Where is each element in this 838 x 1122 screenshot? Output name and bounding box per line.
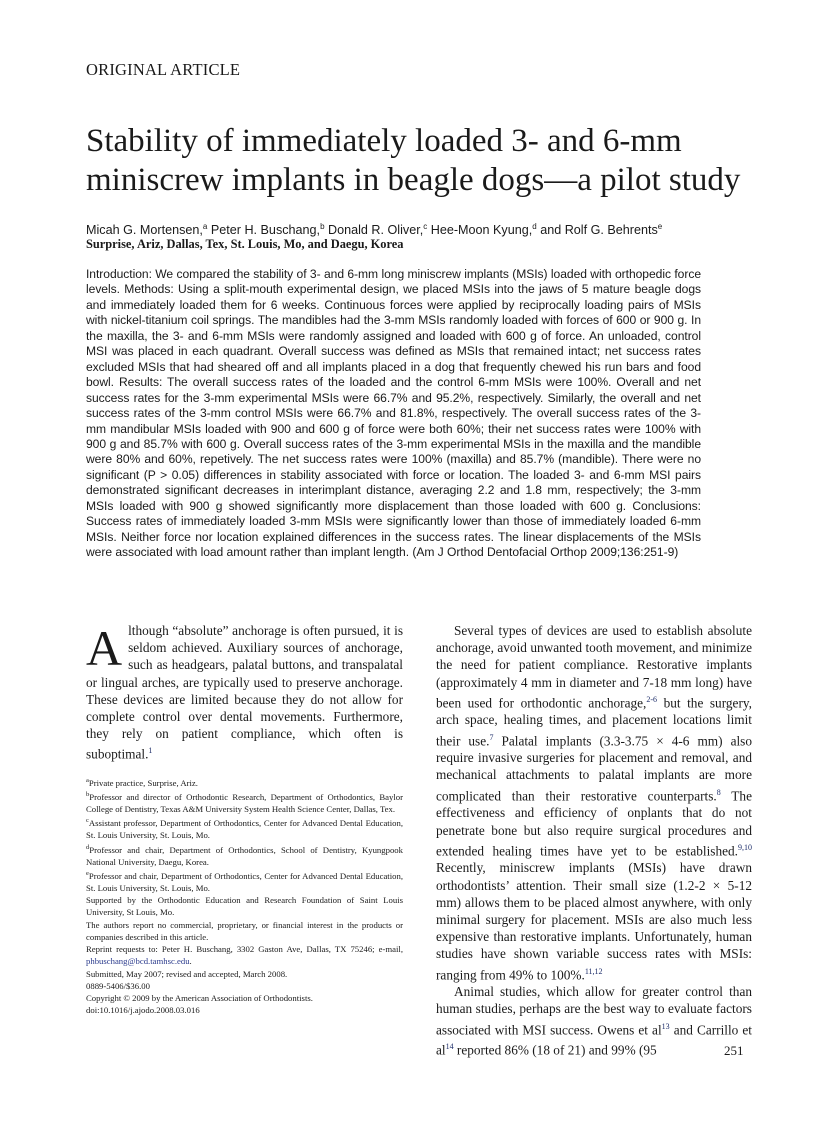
- article-title: Stability of immediately loaded 3- and 6-mm miniscrew implants in beagle dogs—a pilot study: [86, 123, 741, 198]
- author-name: Donald R. Oliver,: [328, 223, 424, 238]
- author-name: Peter H. Buschang,: [210, 223, 321, 238]
- submission-note: Submitted, May 2007; revised and accepted, March 2008.: [86, 968, 288, 979]
- footnote-mark: e: [86, 869, 89, 877]
- right-column: [436, 622, 752, 1059]
- author-list: [86, 218, 766, 239]
- body-text: Animal studies, which allow for greater control than human studies, perhaps are the best way to evaluate factors associated with MSI success. Owens et al: [436, 984, 752, 1037]
- body-paragraph: [436, 622, 752, 983]
- doi: doi:10.1016/j.ajodo.2008.03.016: [86, 1005, 200, 1016]
- body-text: Recently, miniscrew implants (MSIs) have drawn orthodontists’ attention. Their small size (1.2-2 × 5-12 mm) allows them to be placed almost anywhere, with only minimal surgery for placement. MSIs are also much less expensive than restorative implants. Unfortunately, human studies have shown variable success rates with MSIs: ranging from 49% to 100%.: [436, 860, 752, 982]
- footnote-mark: b: [86, 791, 90, 799]
- footnote-text: Private practice, Surprise, Ariz.: [88, 777, 198, 788]
- reprint-end: .: [189, 956, 192, 967]
- footnote: [86, 815, 403, 841]
- body-text: and Carrillo et al: [436, 1022, 752, 1058]
- footnotes: [86, 775, 403, 1016]
- author-locations: Surprise, Ariz, Dallas, Tex, St. Louis, Mo, and Daegu, Korea: [86, 237, 404, 251]
- footnote: [86, 868, 403, 894]
- body-text: The effectiveness and efficiency of onplants that do not penetrate bone but also require surgical procedures and extended healing times have yet to be established.: [436, 788, 752, 859]
- section-label: ORIGINAL ARTICLE: [86, 60, 241, 79]
- affiliation-mark: d: [532, 222, 537, 231]
- affiliation-mark: b: [320, 222, 325, 231]
- author-name: Micah G. Mortensen,: [86, 223, 203, 238]
- reference-link[interactable]: 1: [148, 746, 153, 756]
- reference-link[interactable]: 7: [489, 732, 494, 742]
- funding-note: Supported by the Orthodontic Education and Research Foundation of Saint Louis University, St Louis, Mo.: [86, 895, 403, 918]
- body-text: reported 86% (18 of 21) and 99% (95: [453, 1042, 657, 1058]
- footnote: [86, 775, 403, 789]
- footnote: [86, 842, 403, 868]
- author-name: Hee-Moon Kyung,: [430, 223, 533, 238]
- reference-link[interactable]: 13: [661, 1021, 670, 1031]
- body-text: Palatal implants (3.3-3.75 × 4-6 mm) also require invasive surgeries for placement and removal, and mechanical attachments to palatal implants are more complicated than their restorative counterparts.: [436, 733, 752, 804]
- body-text: Several types of devices are used to establish absolute anchorage, avoid unwanted tooth movement, and minimize the need for patient compliance. Restorative implants (approximately 4 mm in diameter and 7-18 mm long) have been used for orthodontic anchorage,: [436, 623, 752, 711]
- abstract-text: Introduction: We compared the stability of 3- and 6-mm long miniscrew implants (MSIs) loaded with orthopedic force levels. Methods: Using a split-mouth experimental design, we placed MSIs into the jaws of 5 mature beagle dogs and immediately loaded them for 6 weeks. Continuous forces were applied by reciprocally loading pairs of MSIs with nickel-titanium coil springs. The mandibles had the 3-mm MSIs randomly loaded with forces of 600 or 900 g. In the maxilla, the 3- and 6-mm MSIs were randomly assigned and loaded with 600 g of force. An unloaded, control MSI was placed in each quadrant. Overall success was defined as MSIs that remained intact; net success rates excluded MSIs that had sheared off and all implants placed in a dog that frequently chewed his run bars and food bowl. Results: The overall success rates of the loaded and the control 6-mm MSIs were 100%. Overall and net success rates for the 3-mm experimental MSIs were 66.7% and 95.2%, respectively. Similarly, the overall and net success rates of the 3-mm control MSIs were 66.7% and 81.8%, respectively. The overall success rates of the 3-mm mandibular MSIs loaded with 900 and 600 g of force were both 60%; their net success rates were 100% with 900 g and 85.7% with 600 g. Overall success rates of the 3-mm experimental MSIs in the maxilla and the mandible were 80% and 60%, repetively. The net success rates were 100% (maxilla) and 85.7% (mandible). There were no significant (P > 0.05) differences in stability associated with force or location. The loaded 3- and 6-mm MSI pairs demonstrated significant decreases in interimplant distance, averaging 2.2 and 1.8 mm, respectively; the 3-mm MSIs loaded with 900 g showed significantly more displacement than those loaded with 600 g. Conclusions: Success rates of immediately loaded 3-mm MSIs were significantly lower than those of immediately loaded 6-mm MSIs. Neither force nor location explained differences in the success rates. The linear displacements of the MSIs were associated with load amount rather than implant length. (Am J Orthod Dentofacial Orthop 2009;136:251-9): [86, 267, 701, 560]
- footnote-text: Professor and chair, Department of Orthodontics, School of Dentistry, Kyungpook National University, Daegu, Korea.: [86, 844, 403, 867]
- issn: 0889-5406/$36.00: [86, 980, 150, 991]
- body-paragraph: [436, 983, 752, 1059]
- footnote-mark: d: [86, 843, 90, 851]
- affiliation-mark: e: [657, 222, 663, 231]
- footnote: [86, 789, 403, 815]
- abstract: [86, 267, 701, 561]
- reference-link[interactable]: 11,12: [584, 966, 603, 976]
- body-text: but the surgery, arch space, healing times, and placement locations limit their use.: [436, 695, 752, 749]
- affiliation-mark: a: [202, 222, 208, 231]
- email-link[interactable]: phbuschang@bcd.tamhsc.edu: [86, 956, 190, 967]
- reference-link[interactable]: 9,10: [738, 842, 752, 852]
- drop-cap: A: [86, 620, 123, 676]
- reprint-note: [86, 943, 403, 967]
- intro-paragraph: [86, 622, 403, 763]
- reference-link[interactable]: 8: [716, 787, 721, 797]
- copyright-note: Copyright © 2009 by the American Association of Orthodontists.: [86, 992, 313, 1003]
- reprint-text: Reprint requests to: Peter H. Buschang, 3302 Gaston Ave, Dallas, TX 75246; e-mail,: [86, 944, 403, 955]
- footnote-text: Professor and chair, Department of Orthodontics, Center for Advanced Dental Education, St. Louis University, St. Louis, Mo.: [86, 870, 403, 894]
- left-column: [86, 622, 403, 763]
- footnote-text: Professor and director of Orthodontic Research, Department of Orthodontics, Baylor College of Dentistry, Texas A&M University System Health Science Center, Dallas, Tex.: [86, 791, 403, 815]
- reference-link[interactable]: 2-6: [646, 694, 658, 704]
- page-number: 251: [724, 1043, 744, 1058]
- affiliation-mark: c: [423, 222, 428, 231]
- footnote-mark: a: [86, 777, 89, 784]
- footnote-text: Assistant professor, Department of Orthodontics, Center for Advanced Dental Education, St. Louis University, St. Louis, Mo.: [86, 818, 403, 841]
- interest-note: The authors report no commercial, proprietary, or financial interest in the products or companies described in this article.: [86, 919, 403, 942]
- reference-link[interactable]: 14: [445, 1042, 454, 1052]
- footnote-mark: c: [86, 817, 89, 825]
- author-name: and Rolf G. Behrents: [540, 223, 658, 238]
- intro-text: lthough “absolute” anchorage is often pursued, it is seldom achieved. Auxiliary sources of anchorage, such as headgears, palatal buttons, and transpalatal or lingual arches, are typically used to preserve anchorage. These devices are limited because they do not allow for complete control over dental movements. Furthermore, they rely on patient compliance, which often is suboptimal.: [86, 623, 403, 762]
